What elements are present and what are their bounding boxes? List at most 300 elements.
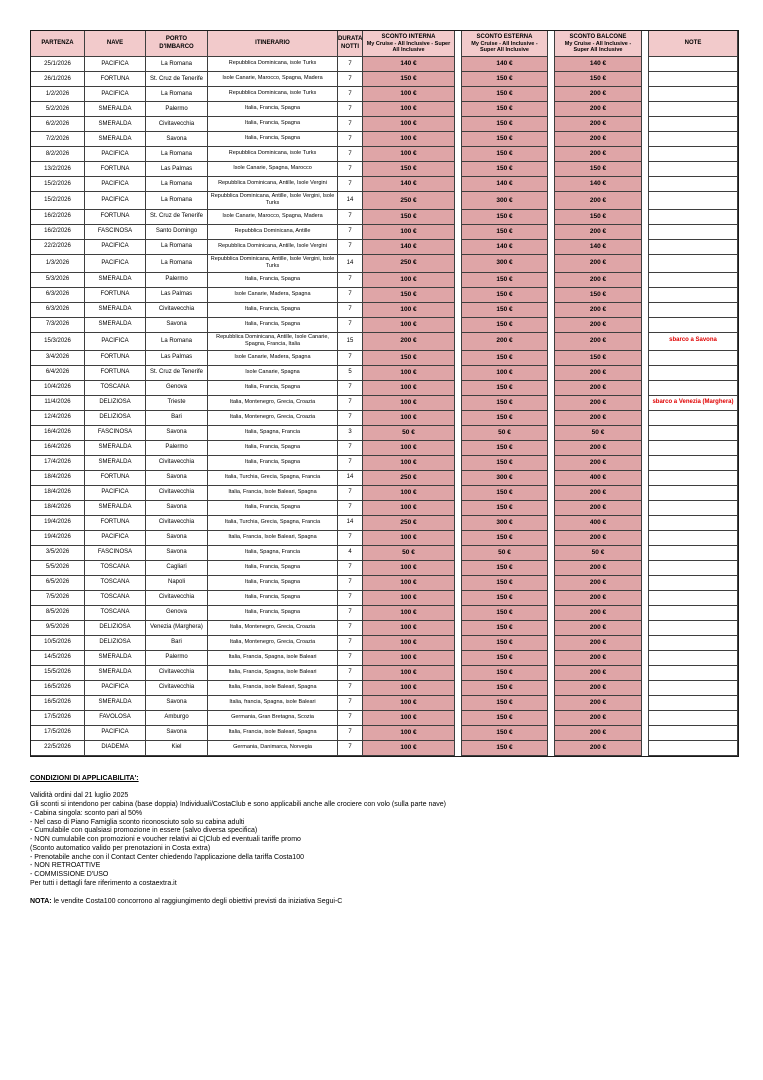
column-gap	[548, 441, 555, 456]
cell-discount-balcony: 200 €	[555, 411, 642, 426]
cell-itinerary: Repubblica Dominicana, Antille, Isole Vergini, Isole Turks	[208, 255, 338, 273]
column-gap	[455, 333, 462, 351]
cell-nights: 7	[338, 288, 363, 303]
table-row	[31, 516, 738, 531]
cell-discount-balcony: 50 €	[555, 546, 642, 561]
cell-departure-date: 16/4/2026	[31, 441, 85, 456]
table-row	[31, 441, 738, 456]
column-gap	[548, 741, 555, 756]
table-row	[31, 117, 738, 132]
cell-note	[649, 255, 738, 273]
cell-discount-balcony: 200 €	[555, 666, 642, 681]
column-gap	[548, 87, 555, 102]
cell-note	[649, 486, 738, 501]
cell-departure-date: 25/1/2026	[31, 57, 85, 72]
sconto-col-title: SCONTO ESTERNA	[476, 33, 533, 40]
column-gap	[642, 426, 649, 441]
cell-discount-inside: 200 €	[363, 333, 455, 351]
column-gap	[642, 606, 649, 621]
cell-ship-name: FASCINOSA	[85, 225, 146, 240]
column-gap	[455, 177, 462, 192]
cell-embark-port: Civitavecchia	[146, 303, 208, 318]
cell-discount-balcony: 200 €	[555, 87, 642, 102]
cell-nights: 7	[338, 576, 363, 591]
cell-embark-port: Las Palmas	[146, 162, 208, 177]
table-row	[31, 666, 738, 681]
nota-line	[30, 898, 737, 907]
column-gap	[642, 303, 649, 318]
cell-itinerary: Italia, Francia, Spagna	[208, 576, 338, 591]
table-row	[31, 531, 738, 546]
cell-discount-inside: 150 €	[363, 288, 455, 303]
cell-discount-inside: 250 €	[363, 471, 455, 486]
column-gap	[455, 240, 462, 255]
cell-departure-date: 8/2/2026	[31, 147, 85, 162]
column-gap	[455, 366, 462, 381]
cell-ship-name: FORTUNA	[85, 516, 146, 531]
header-sconto-balcone	[555, 31, 642, 57]
column-gap	[455, 741, 462, 756]
column-gap	[548, 651, 555, 666]
cell-embark-port: Las Palmas	[146, 351, 208, 366]
cell-itinerary: Italia, Francia, Spagna	[208, 441, 338, 456]
cell-discount-balcony: 200 €	[555, 591, 642, 606]
sconto-col-subtitle: My Cruise - All Inclusive - Super All Inclusive	[471, 40, 538, 54]
cell-embark-port: Savona	[146, 546, 208, 561]
table-row	[31, 57, 738, 72]
cell-ship-name: SMERALDA	[85, 303, 146, 318]
cell-departure-date: 19/4/2026	[31, 531, 85, 546]
cell-discount-outside: 150 €	[462, 117, 548, 132]
table-row	[31, 255, 738, 273]
column-gap	[455, 546, 462, 561]
column-gap	[642, 132, 649, 147]
column-gap	[642, 576, 649, 591]
cell-departure-date: 5/5/2026	[31, 561, 85, 576]
cell-note	[649, 606, 738, 621]
header-partenza: PARTENZA	[31, 31, 85, 57]
column-gap	[642, 255, 649, 273]
cell-discount-inside: 140 €	[363, 240, 455, 255]
cell-discount-inside: 150 €	[363, 210, 455, 225]
cell-departure-date: 6/2/2026	[31, 117, 85, 132]
cell-itinerary: Italia, Francia, Spagna	[208, 606, 338, 621]
cell-embark-port: Savona	[146, 696, 208, 711]
cell-nights: 7	[338, 711, 363, 726]
header-itinerario: ITINERARIO	[208, 31, 338, 57]
cell-embark-port: La Romana	[146, 240, 208, 255]
cell-ship-name: FORTUNA	[85, 72, 146, 87]
cell-itinerary: Isole Canarie, Spagna, Marocco	[208, 162, 338, 177]
cell-discount-outside: 50 €	[462, 426, 548, 441]
column-gap	[642, 381, 649, 396]
cell-discount-outside: 150 €	[462, 102, 548, 117]
table-row	[31, 132, 738, 147]
cell-ship-name: PACIFICA	[85, 57, 146, 72]
header-sconto-esterna	[462, 31, 548, 57]
cell-note	[649, 87, 738, 102]
cell-discount-inside: 100 €	[363, 147, 455, 162]
column-gap	[642, 696, 649, 711]
cell-departure-date: 14/5/2026	[31, 651, 85, 666]
cell-nights: 7	[338, 696, 363, 711]
column-gap	[642, 117, 649, 132]
column-gap	[548, 240, 555, 255]
cell-embark-port: Palermo	[146, 441, 208, 456]
cell-note	[649, 102, 738, 117]
column-gap	[455, 225, 462, 240]
cell-discount-inside: 100 €	[363, 606, 455, 621]
table-row	[31, 333, 738, 351]
column-gap	[642, 351, 649, 366]
column-gap	[548, 636, 555, 651]
cell-itinerary: Italia, Francia, Spagna	[208, 381, 338, 396]
column-gap	[548, 147, 555, 162]
cell-embark-port: La Romana	[146, 333, 208, 351]
cell-discount-outside: 150 €	[462, 396, 548, 411]
cell-note	[649, 411, 738, 426]
condition-line: Gli sconti si intendono per cabina (base doppia) Individuali/CostaClub e sono applicabili anche alle crociere con volo (sulla parte nave)	[30, 801, 446, 809]
cell-discount-inside: 100 €	[363, 441, 455, 456]
cell-note	[649, 456, 738, 471]
column-gap	[548, 576, 555, 591]
cell-nights: 7	[338, 636, 363, 651]
cell-nights: 7	[338, 87, 363, 102]
cell-nights: 15	[338, 333, 363, 351]
table-row	[31, 561, 738, 576]
cell-departure-date: 18/4/2026	[31, 471, 85, 486]
cell-embark-port: Genova	[146, 606, 208, 621]
column-gap	[548, 192, 555, 210]
cell-nights: 14	[338, 255, 363, 273]
column-gap	[642, 31, 649, 57]
cell-embark-port: Santo Domingo	[146, 225, 208, 240]
column-gap	[455, 273, 462, 288]
column-gap	[642, 666, 649, 681]
cell-ship-name: SMERALDA	[85, 318, 146, 333]
cell-note	[649, 501, 738, 516]
cell-embark-port: Cagliari	[146, 561, 208, 576]
cell-discount-inside: 100 €	[363, 561, 455, 576]
column-gap	[455, 591, 462, 606]
cell-itinerary: Repubblica Dominicana, isole Turks	[208, 57, 338, 72]
table-row	[31, 240, 738, 255]
cell-note	[649, 561, 738, 576]
cell-itinerary: Italia, Francia, Spagna	[208, 117, 338, 132]
cell-discount-outside: 150 €	[462, 210, 548, 225]
cell-discount-inside: 50 €	[363, 546, 455, 561]
sconto-col-subtitle: My Cruise - All Inclusive - Super All Inclusive	[366, 40, 451, 54]
table-row	[31, 351, 738, 366]
column-gap	[548, 288, 555, 303]
column-gap	[548, 162, 555, 177]
column-gap	[455, 303, 462, 318]
conditions-title: CONDIZIONI DI APPLICABILITA':	[30, 774, 139, 782]
cell-discount-balcony: 150 €	[555, 162, 642, 177]
cell-itinerary: Italia, Spagna, Francia	[208, 546, 338, 561]
column-gap	[548, 132, 555, 147]
column-gap	[548, 696, 555, 711]
cell-itinerary: Isole Canarie, Spagna	[208, 366, 338, 381]
cell-departure-date: 26/1/2026	[31, 72, 85, 87]
column-gap	[548, 57, 555, 72]
cell-departure-date: 18/4/2026	[31, 486, 85, 501]
column-gap	[642, 396, 649, 411]
cell-itinerary: Italia, francia, Spagna, isole Baleari	[208, 696, 338, 711]
cell-departure-date: 6/3/2026	[31, 288, 85, 303]
column-gap	[455, 411, 462, 426]
cell-discount-inside: 100 €	[363, 711, 455, 726]
header-sconto-interna	[363, 31, 455, 57]
cell-discount-inside: 150 €	[363, 162, 455, 177]
column-gap	[455, 606, 462, 621]
cell-discount-outside: 200 €	[462, 333, 548, 351]
cell-discount-balcony: 200 €	[555, 273, 642, 288]
cell-itinerary: Repubblica Dominicana, Antille, Isole Vergini	[208, 177, 338, 192]
cell-itinerary: Italia, Turchia, Grecia, Spagna, Francia	[208, 516, 338, 531]
column-gap	[455, 696, 462, 711]
cell-note	[649, 381, 738, 396]
cell-discount-inside: 100 €	[363, 318, 455, 333]
cell-ship-name: PACIFICA	[85, 333, 146, 351]
cell-discount-outside: 150 €	[462, 621, 548, 636]
cell-embark-port: Las Palmas	[146, 288, 208, 303]
cell-nights: 7	[338, 240, 363, 255]
cell-embark-port: Napoli	[146, 576, 208, 591]
cell-note	[649, 366, 738, 381]
column-gap	[642, 318, 649, 333]
cell-discount-inside: 100 €	[363, 87, 455, 102]
cell-discount-balcony: 150 €	[555, 288, 642, 303]
cell-ship-name: FAVOLOSA	[85, 711, 146, 726]
cell-ship-name: PACIFICA	[85, 681, 146, 696]
cell-embark-port: Savona	[146, 318, 208, 333]
condition-line: - NON cumulabile con promozioni e voucher relativi ai C|Club ed eventuali tariffe promo	[30, 836, 301, 844]
cell-departure-date: 17/5/2026	[31, 711, 85, 726]
cell-ship-name: DELIZIOSA	[85, 621, 146, 636]
cell-nights: 7	[338, 210, 363, 225]
cell-itinerary: Italia, Francia, Spagna	[208, 102, 338, 117]
cell-discount-outside: 300 €	[462, 192, 548, 210]
cell-note	[649, 741, 738, 756]
column-gap	[455, 711, 462, 726]
cell-departure-date: 22/2/2026	[31, 240, 85, 255]
cell-discount-balcony: 200 €	[555, 132, 642, 147]
cell-discount-balcony: 150 €	[555, 351, 642, 366]
table-row	[31, 621, 738, 636]
header-note: NOTE	[649, 31, 738, 57]
cell-discount-inside: 250 €	[363, 516, 455, 531]
cell-discount-outside: 150 €	[462, 441, 548, 456]
column-gap	[642, 486, 649, 501]
cell-discount-inside: 250 €	[363, 255, 455, 273]
column-gap	[455, 426, 462, 441]
table-row	[31, 636, 738, 651]
column-gap	[642, 147, 649, 162]
cell-ship-name: DELIZIOSA	[85, 396, 146, 411]
cell-discount-outside: 150 €	[462, 651, 548, 666]
column-gap	[642, 366, 649, 381]
column-gap	[642, 273, 649, 288]
cell-discount-balcony: 400 €	[555, 516, 642, 531]
cell-ship-name: SMERALDA	[85, 696, 146, 711]
condition-line: Validità ordini dal 21 luglio 2025	[30, 792, 129, 800]
cell-discount-inside: 100 €	[363, 366, 455, 381]
cell-note	[649, 225, 738, 240]
cell-embark-port: St. Cruz de Tenerife	[146, 366, 208, 381]
cell-note	[649, 240, 738, 255]
column-gap	[548, 381, 555, 396]
column-gap	[642, 456, 649, 471]
column-gap	[455, 192, 462, 210]
cell-discount-inside: 100 €	[363, 225, 455, 240]
cell-discount-inside: 150 €	[363, 351, 455, 366]
cell-discount-outside: 150 €	[462, 303, 548, 318]
cell-ship-name: FORTUNA	[85, 210, 146, 225]
column-gap	[548, 606, 555, 621]
table-row	[31, 288, 738, 303]
cell-note	[649, 426, 738, 441]
column-gap	[548, 351, 555, 366]
cell-discount-outside: 300 €	[462, 471, 548, 486]
cell-nights: 7	[338, 102, 363, 117]
column-gap	[642, 741, 649, 756]
cell-discount-outside: 150 €	[462, 591, 548, 606]
cell-discount-outside: 150 €	[462, 741, 548, 756]
cell-itinerary: Italia, Francia, Spagna	[208, 501, 338, 516]
cruise-table-body	[31, 57, 738, 756]
cell-discount-outside: 150 €	[462, 501, 548, 516]
cell-nights: 7	[338, 456, 363, 471]
table-row	[31, 591, 738, 606]
cell-itinerary: Italia, Montenegro, Grecia, Croazia	[208, 396, 338, 411]
cell-discount-inside: 150 €	[363, 72, 455, 87]
condition-line: Per tutti i dettagli fare riferimento a costaextra.it	[30, 879, 177, 887]
cell-departure-date: 16/5/2026	[31, 696, 85, 711]
table-row	[31, 102, 738, 117]
cell-nights: 5	[338, 366, 363, 381]
cell-discount-balcony: 200 €	[555, 255, 642, 273]
table-row	[31, 696, 738, 711]
column-gap	[455, 441, 462, 456]
cell-discount-inside: 50 €	[363, 426, 455, 441]
cell-nights: 7	[338, 531, 363, 546]
cell-nights: 7	[338, 147, 363, 162]
column-gap	[642, 441, 649, 456]
cell-discount-balcony: 200 €	[555, 486, 642, 501]
cell-discount-inside: 100 €	[363, 621, 455, 636]
cell-discount-outside: 150 €	[462, 87, 548, 102]
column-gap	[642, 177, 649, 192]
column-gap	[455, 255, 462, 273]
cell-discount-inside: 100 €	[363, 666, 455, 681]
table-row	[31, 147, 738, 162]
cell-embark-port: Civitavecchia	[146, 591, 208, 606]
column-gap	[455, 132, 462, 147]
cell-nights: 7	[338, 561, 363, 576]
nota-label: NOTA:	[30, 897, 52, 905]
cell-itinerary: Italia, Montenegro, Grecia, Croazia	[208, 411, 338, 426]
cell-discount-balcony: 150 €	[555, 210, 642, 225]
cell-discount-balcony: 400 €	[555, 471, 642, 486]
column-gap	[455, 471, 462, 486]
cell-departure-date: 3/5/2026	[31, 546, 85, 561]
cell-departure-date: 5/3/2026	[31, 273, 85, 288]
cell-embark-port: Savona	[146, 726, 208, 741]
cell-itinerary: Italia, Francia, isole Baleari, Spagna	[208, 681, 338, 696]
table-row	[31, 225, 738, 240]
cell-note	[649, 696, 738, 711]
column-gap	[548, 210, 555, 225]
column-gap	[642, 531, 649, 546]
cell-discount-outside: 150 €	[462, 273, 548, 288]
column-gap	[548, 426, 555, 441]
cell-discount-outside: 140 €	[462, 240, 548, 255]
cell-discount-balcony: 200 €	[555, 333, 642, 351]
column-gap	[455, 147, 462, 162]
cell-discount-outside: 150 €	[462, 72, 548, 87]
cell-ship-name: PACIFICA	[85, 255, 146, 273]
column-gap	[455, 57, 462, 72]
column-gap	[548, 561, 555, 576]
column-gap	[642, 501, 649, 516]
column-gap	[642, 711, 649, 726]
cell-itinerary: Italia, Turchia, Grecia, Spagna, Francia	[208, 471, 338, 486]
cell-discount-inside: 100 €	[363, 636, 455, 651]
cell-discount-inside: 140 €	[363, 57, 455, 72]
cell-discount-balcony: 200 €	[555, 366, 642, 381]
cell-embark-port: St. Cruz de Tenerife	[146, 210, 208, 225]
cell-departure-date: 7/5/2026	[31, 591, 85, 606]
cell-note	[649, 132, 738, 147]
cell-discount-balcony: 150 €	[555, 72, 642, 87]
cell-note	[649, 516, 738, 531]
cell-discount-inside: 100 €	[363, 381, 455, 396]
cell-embark-port: Palermo	[146, 102, 208, 117]
cell-departure-date: 17/5/2026	[31, 726, 85, 741]
cell-departure-date: 7/3/2026	[31, 318, 85, 333]
cell-itinerary: Italia, Francia, Spagna	[208, 273, 338, 288]
column-gap	[642, 516, 649, 531]
cell-discount-inside: 100 €	[363, 102, 455, 117]
cell-ship-name: TOSCANA	[85, 381, 146, 396]
cell-note	[649, 591, 738, 606]
cell-nights: 7	[338, 606, 363, 621]
cell-discount-balcony: 200 €	[555, 681, 642, 696]
cell-ship-name: SMERALDA	[85, 102, 146, 117]
cell-itinerary: Italia, Francia, Spagna, isole Baleari	[208, 651, 338, 666]
cell-departure-date: 16/2/2026	[31, 225, 85, 240]
column-gap	[642, 651, 649, 666]
table-row	[31, 318, 738, 333]
cell-ship-name: SMERALDA	[85, 666, 146, 681]
cell-discount-outside: 150 €	[462, 411, 548, 426]
cell-itinerary: Repubblica Dominicana, isole Turks	[208, 147, 338, 162]
cell-note	[649, 192, 738, 210]
cell-embark-port: La Romana	[146, 57, 208, 72]
cell-nights: 14	[338, 471, 363, 486]
cell-ship-name: SMERALDA	[85, 273, 146, 288]
cell-discount-outside: 150 €	[462, 711, 548, 726]
cell-discount-inside: 100 €	[363, 501, 455, 516]
cell-embark-port: Kiel	[146, 741, 208, 756]
cell-embark-port: Genova	[146, 381, 208, 396]
cell-ship-name: PACIFICA	[85, 87, 146, 102]
cell-discount-outside: 300 €	[462, 516, 548, 531]
cell-departure-date: 15/5/2026	[31, 666, 85, 681]
column-gap	[548, 366, 555, 381]
column-gap	[455, 651, 462, 666]
